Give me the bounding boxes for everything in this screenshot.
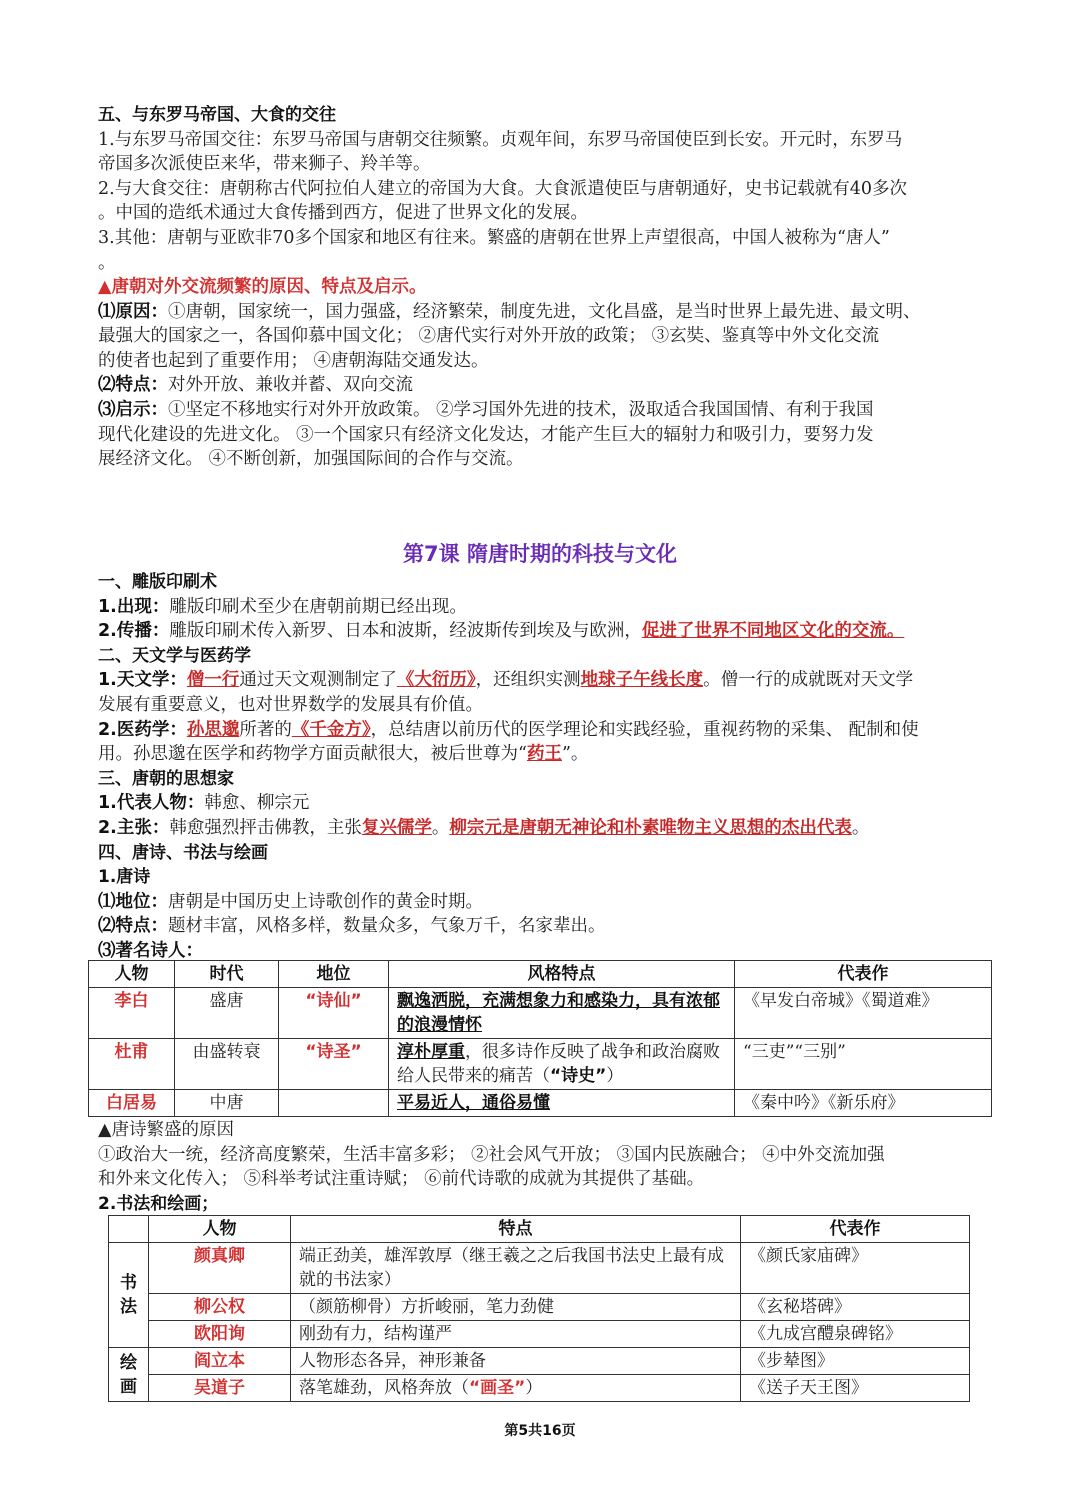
artist-name: 欧阳询 bbox=[149, 1321, 291, 1348]
poet-name: 杜甫 bbox=[89, 1039, 175, 1090]
column-header: 人物 bbox=[89, 961, 175, 988]
item-text: 。僧一行的成就既对天文学 bbox=[703, 670, 914, 691]
style-text: ） bbox=[606, 1066, 624, 1086]
item-text: 通过天文观测制定了 bbox=[239, 670, 397, 691]
column-header: 地位 bbox=[279, 961, 389, 988]
category-painting: 绘画 bbox=[109, 1348, 149, 1402]
poet-style bbox=[389, 988, 735, 1039]
poetry-reasons bbox=[98, 1118, 978, 1216]
artist-work: 《送子天王图》 bbox=[741, 1375, 970, 1402]
table-row bbox=[89, 988, 992, 1039]
item-text: 唐朝是中国历史上诗歌创作的黄金时期。 bbox=[168, 891, 483, 912]
artist-feature bbox=[291, 1375, 741, 1402]
key-point: 地球子午线长度 bbox=[580, 670, 704, 691]
section-heading: 二、天文学与医药学 bbox=[98, 645, 251, 666]
reasons-label: ⑴原因： bbox=[98, 301, 168, 322]
poets-table bbox=[88, 960, 992, 1117]
feature-key: “画圣” bbox=[469, 1378, 526, 1398]
style-text: ，很多诗作反映了战争和政治腐败给人民带来的痛苦（ bbox=[397, 1042, 720, 1086]
item-label: 1.天文学： bbox=[98, 670, 187, 691]
table-row bbox=[109, 1348, 970, 1375]
table-row bbox=[109, 1294, 970, 1321]
poet-name: 李白 bbox=[89, 988, 175, 1039]
item-label: 2.主张： bbox=[98, 817, 170, 838]
features-label: ⑵特点： bbox=[98, 375, 168, 396]
artist-feature: （颜筋柳骨）方折峻丽，笔力劲健 bbox=[291, 1294, 741, 1321]
paragraph-line: 对外开放、兼收并蓄、双向交流 bbox=[168, 375, 413, 396]
item-text: 题材丰富，风格多样，数量众多，气象万千，名家辈出。 bbox=[168, 916, 606, 937]
paragraph-line: 2.与大食交往：唐朝称古代阿拉伯人建立的帝国为大食。大食派遣使臣与唐朝通好，史书记载就有40多次 bbox=[98, 178, 907, 199]
item-text: 。 bbox=[851, 817, 870, 838]
artist-work: 《玄秘塔碑》 bbox=[741, 1294, 970, 1321]
item-text: 。 bbox=[431, 817, 450, 838]
paragraph-line: 3.其他：唐朝与亚欧非70多个国家和地区有往来。繁盛的唐朝在世界上声望很高，中国人被称为“唐人” bbox=[98, 227, 890, 248]
style-bold: 淳朴厚重 bbox=[397, 1042, 465, 1062]
item-text: 雕版印刷术传入新罗、日本和波斯，经波斯传到埃及与欧洲， bbox=[169, 621, 642, 642]
item-label: 2.传播： bbox=[98, 621, 170, 642]
category-calligraphy: 书法 bbox=[109, 1243, 149, 1348]
key-point: 孙思邈 bbox=[186, 719, 240, 740]
artist-feature: 端正劲美，雄浑敦厚（继王羲之之后我国书法史上最有成就的书法家） bbox=[291, 1243, 741, 1294]
style-bold: 飘逸洒脱，充满想象力和感染力，具有浓郁的浪漫情怀 bbox=[397, 991, 720, 1035]
poet-era: 盛唐 bbox=[175, 988, 279, 1039]
column-header: 时代 bbox=[175, 961, 279, 988]
header-spacer bbox=[109, 1216, 149, 1243]
item-text: 用。孙思邈在医学和药物学方面贡献很大，被后世尊为“ bbox=[98, 744, 527, 765]
paragraph-line: ①唐朝，国家统一，国力强盛，经济繁荣，制度先进，文化昌盛，是当时世界上最先进、最文明、 bbox=[168, 301, 921, 322]
item-text: 雕版印刷术至少在唐朝前期已经出现。 bbox=[169, 596, 467, 617]
reasons-heading: ▲唐朝对外交流频繁的原因、特点及启示。 bbox=[98, 277, 427, 297]
paragraph-line: ①政治大一统，经济高度繁荣，生活丰富多彩； ②社会风气开放； ③国内民族融合； ④中外交流加强 bbox=[98, 1144, 885, 1165]
section-heading: 五、与东罗马帝国、大食的交往 bbox=[98, 105, 336, 125]
key-point: 药王 bbox=[526, 744, 562, 765]
art-table bbox=[108, 1215, 970, 1402]
poet-status: “诗圣” bbox=[279, 1039, 389, 1090]
key-point: 僧一行 bbox=[186, 670, 240, 691]
artist-name: 颜真卿 bbox=[149, 1243, 291, 1294]
paragraph-line: 。 bbox=[98, 252, 116, 273]
poet-style bbox=[389, 1039, 735, 1090]
key-point: 《千金方》 bbox=[291, 719, 371, 740]
column-header: 代表作 bbox=[735, 961, 992, 988]
table-row bbox=[89, 1090, 992, 1117]
paragraph-line: 和外来文化传入； ⑤科举考试注重诗赋； ⑥前代诗歌的成就为其提供了基础。 bbox=[98, 1169, 705, 1190]
lesson-title: 第7课 隋唐时期的科技与文化 bbox=[403, 542, 677, 566]
style-key: “诗史” bbox=[550, 1066, 607, 1086]
poet-status: “诗仙” bbox=[279, 988, 389, 1039]
table-header-row bbox=[109, 1216, 970, 1243]
artist-feature: 人物形态各异，神形兼备 bbox=[291, 1348, 741, 1375]
inspiration-label: ⑶启示： bbox=[98, 399, 168, 420]
section-east-rome-dashi bbox=[98, 103, 978, 275]
table-row bbox=[109, 1375, 970, 1402]
artist-work: 《颜氏家庙碑》 bbox=[741, 1243, 970, 1294]
item-text: 韩愈强烈抨击佛教，主张 bbox=[169, 817, 362, 838]
section-heading: 一、雕版印刷术 bbox=[98, 572, 217, 592]
item-label: 1.出现： bbox=[98, 596, 170, 617]
artist-feature: 刚劲有力，结构谨严 bbox=[291, 1321, 741, 1348]
poet-era: 由盛转衰 bbox=[175, 1039, 279, 1090]
subsection-heading: 1.唐诗 bbox=[98, 867, 151, 888]
column-header: 人物 bbox=[149, 1216, 291, 1243]
artist-work: 《九成宫醴泉碑铭》 bbox=[741, 1321, 970, 1348]
section-heading: 四、唐诗、书法与绘画 bbox=[98, 842, 268, 863]
item-text: ”。 bbox=[561, 744, 589, 765]
item-label: 1.代表人物： bbox=[98, 793, 205, 814]
artist-name: 阎立本 bbox=[149, 1348, 291, 1375]
table-row bbox=[109, 1321, 970, 1348]
key-point: 复兴儒学 bbox=[361, 817, 432, 838]
poet-style bbox=[389, 1090, 735, 1117]
key-point: 促进了世界不同地区文化的交流。 bbox=[641, 621, 905, 642]
feature-text: 落笔雄劲，风格奔放（ bbox=[299, 1378, 469, 1398]
paragraph-line: 最强大的国家之一，各国仰慕中国文化； ②唐代实行对外开放的政策； ③玄奘、鉴真等中外文化交流 bbox=[98, 326, 880, 347]
paragraph-line: ①坚定不移地实行对外开放政策。 ②学习国外先进的技术，汲取适合我国国情、有利于我国 bbox=[168, 399, 874, 420]
poet-works: 《秦中吟》《新乐府》 bbox=[735, 1090, 992, 1117]
poet-works: 《早发白帝城》《蜀道难》 bbox=[735, 988, 992, 1039]
item-label: ⑴地位： bbox=[98, 891, 168, 912]
key-point: 《大衍历》 bbox=[396, 670, 476, 691]
item-text: ，还组织实测 bbox=[475, 670, 581, 691]
poet-works: “三吏”“三别” bbox=[735, 1039, 992, 1090]
item-text: ，总结唐以前历代的医学理论和实践经验，重视药物的采集、 配制和使 bbox=[370, 719, 919, 740]
reasons-heading: ▲唐诗繁盛的原因 bbox=[98, 1120, 234, 1140]
style-bold: 平易近人，通俗易懂 bbox=[397, 1093, 550, 1113]
paragraph-line: 现代化建设的先进文化。 ③一个国家只有经济文化发达，才能产生巨大的辐射力和吸引力，要努力发 bbox=[98, 424, 874, 445]
column-header: 风格特点 bbox=[389, 961, 735, 988]
key-point: 柳宗元是唐朝无神论和朴素唯物主义思想的杰出代表 bbox=[449, 817, 852, 838]
paragraph-line: 帝国多次派使臣来华，带来狮子、羚羊等。 bbox=[98, 154, 431, 175]
column-header: 特点 bbox=[291, 1216, 741, 1243]
section-reasons bbox=[98, 275, 978, 472]
poet-name: 白居易 bbox=[89, 1090, 175, 1117]
table-header-row bbox=[89, 961, 992, 988]
subsection-heading: 2.书法和绘画； bbox=[98, 1193, 219, 1214]
item-text: 韩愈、柳宗元 bbox=[204, 793, 310, 814]
poet-status bbox=[279, 1090, 389, 1117]
item-label: 2.医药学： bbox=[98, 719, 187, 740]
item-text: 所著的 bbox=[239, 719, 292, 740]
page-number: 第5共16页 bbox=[504, 1423, 576, 1439]
section-heading: 三、唐朝的思想家 bbox=[98, 768, 234, 789]
lesson-body bbox=[98, 570, 978, 964]
artist-name: 吴道子 bbox=[149, 1375, 291, 1402]
paragraph-line: 发展有重要意义，也对世界数学的发展具有价值。 bbox=[98, 694, 483, 715]
poet-era: 中唐 bbox=[175, 1090, 279, 1117]
paragraph-line: 展经济文化。 ④不断创新，加强国际间的合作与交流。 bbox=[98, 449, 524, 470]
paragraph-line: 。中国的造纸术通过大食传播到西方，促进了世界文化的发展。 bbox=[98, 203, 588, 224]
paragraph-line: 1.与东罗马帝国交往：东罗马帝国与唐朝交往频繁。贞观年间，东罗马帝国使臣到长安。开元时，东罗马 bbox=[98, 129, 903, 150]
paragraph-line: 的使者也起到了重要作用； ④唐朝海陆交通发达。 bbox=[98, 350, 489, 371]
item-label: ⑶著名诗人： bbox=[98, 940, 203, 961]
feature-text: ） bbox=[525, 1378, 543, 1398]
table-row bbox=[109, 1243, 970, 1294]
artist-name: 柳公权 bbox=[149, 1294, 291, 1321]
artist-work: 《步辇图》 bbox=[741, 1348, 970, 1375]
column-header: 代表作 bbox=[741, 1216, 970, 1243]
table-row bbox=[89, 1039, 992, 1090]
item-label: ⑵特点： bbox=[98, 916, 168, 937]
